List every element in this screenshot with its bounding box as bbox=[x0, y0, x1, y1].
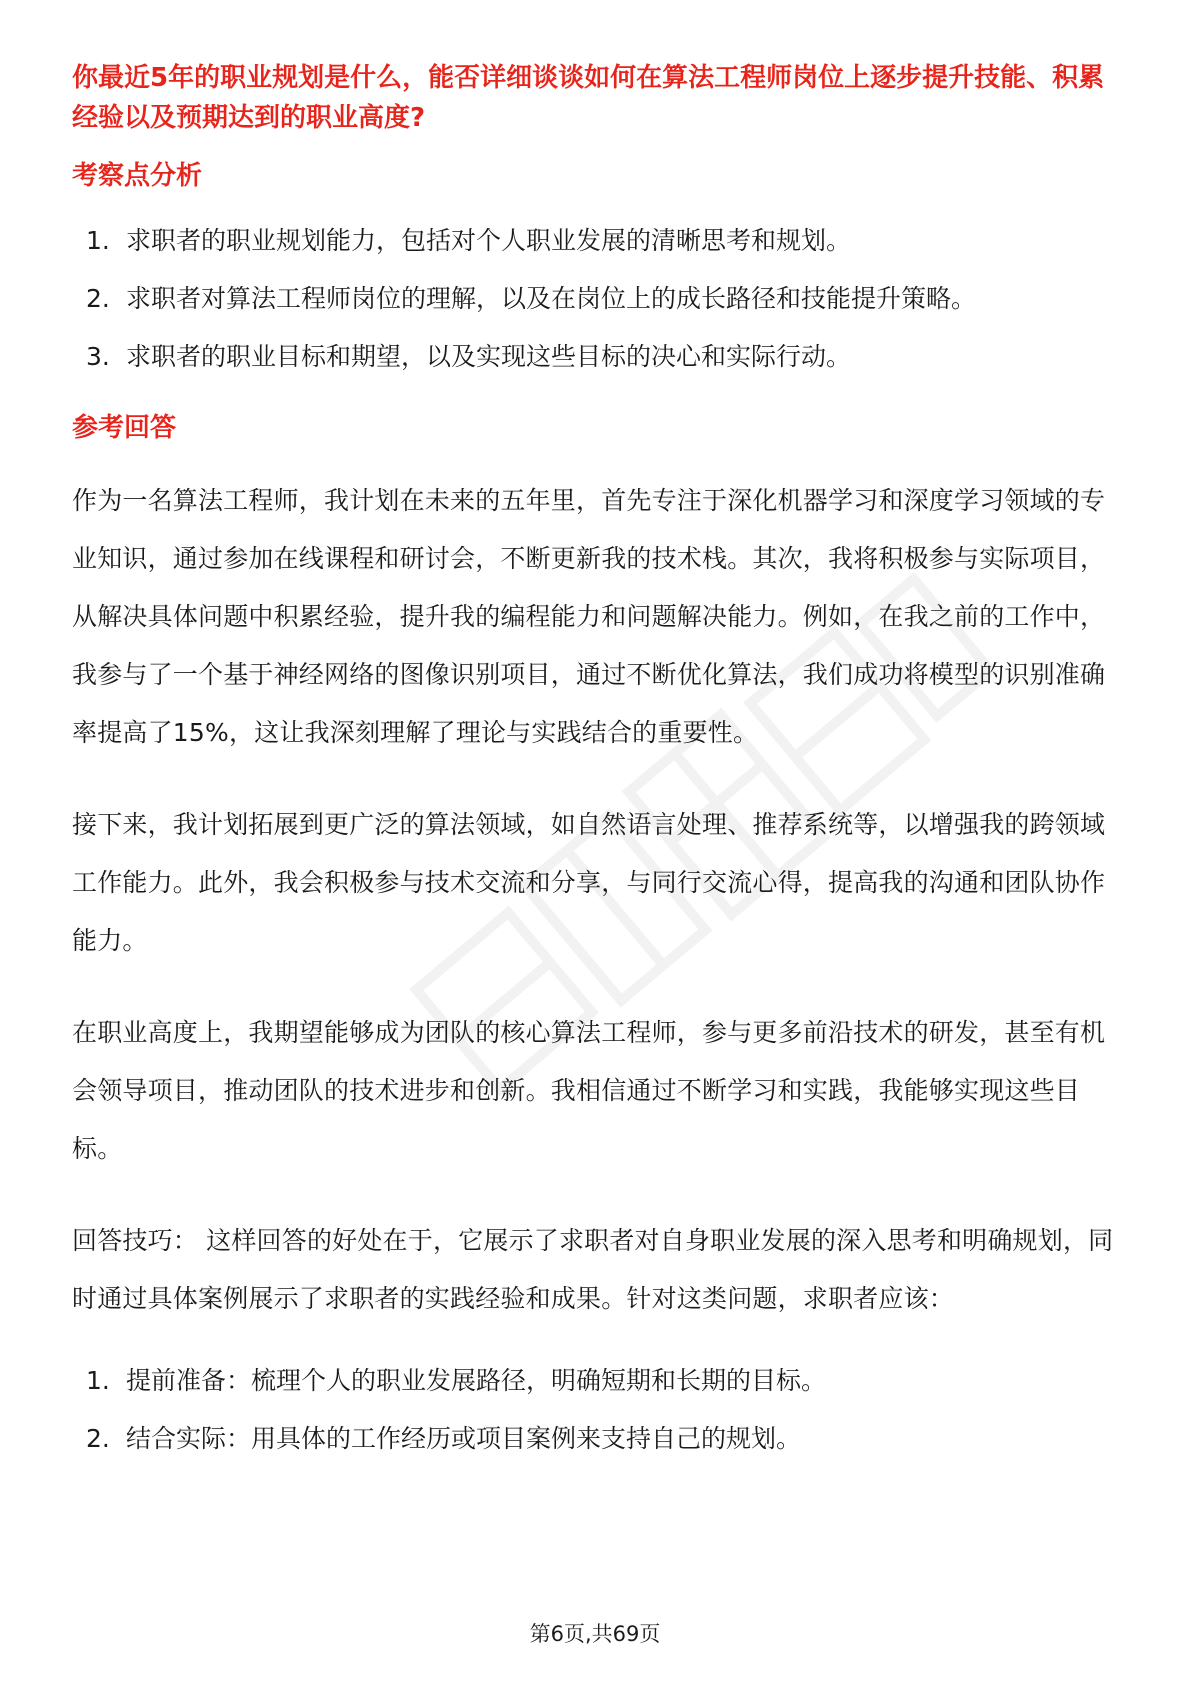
list-number: 3. bbox=[86, 342, 110, 371]
answer-paragraph: 接下来，我计划拓展到更广泛的算法领域，如自然语言处理、推荐系统等，以增强我的跨领域工作能力。此外，我会积极参与技术交流和分享，与同行交流心得，提高我的沟通和团队协作能力。 bbox=[72, 810, 1106, 955]
list-item bbox=[72, 1362, 1122, 1400]
list-item-text: 求职者的职业规划能力，包括对个人职业发展的清晰思考和规划。 bbox=[126, 226, 852, 255]
list-item-text: 结合实际：用具体的工作经历或项目案例来支持自己的规划。 bbox=[126, 1424, 802, 1453]
list-item-text: 求职者对算法工程师岗位的理解，以及在岗位上的成长路径和技能提升策略。 bbox=[126, 284, 977, 313]
list-item-text: 求职者的职业目标和期望，以及实现这些目标的决心和实际行动。 bbox=[126, 342, 852, 371]
analysis-title: 考察点分析 bbox=[72, 161, 203, 191]
list-item bbox=[72, 338, 1122, 376]
question-heading: 你最近5年的职业规划是什么，能否详细谈谈如何在算法工程师岗位上逐步提升技能、积累经验以及预期达到的职业高度? bbox=[72, 63, 1105, 133]
list-item bbox=[72, 280, 1122, 318]
analysis-list bbox=[72, 222, 1122, 376]
list-item bbox=[72, 1420, 1122, 1458]
tips-list bbox=[72, 1362, 1122, 1458]
answer-title: 参考回答 bbox=[72, 413, 177, 443]
list-number: 2. bbox=[86, 284, 110, 313]
list-number: 2. bbox=[86, 1424, 110, 1453]
answer-tips-paragraph: 回答技巧： 这样回答的好处在于，它展示了求职者对自身职业发展的深入思考和明确规划，同时通过具体案例展示了求职者的实践经验和成果。针对这类问题，求职者应该： bbox=[72, 1226, 1114, 1313]
answer-paragraph: 在职业高度上，我期望能够成为团队的核心算法工程师，参与更多前沿技术的研发，甚至有机会领导项目，推动团队的技术进步和创新。我相信通过不断学习和实践，我能够实现这些目标。 bbox=[72, 1018, 1106, 1163]
answer-paragraph: 作为一名算法工程师，我计划在未来的五年里，首先专注于深化机器学习和深度学习领域的专业知识，通过参加在线课程和研讨会，不断更新我的技术栈。其次，我将积极参与实际项目，从解决具体问题中积累经验，提升我的编程能力和问题解决能力。例如，在我之前的工作中，我参与了一个基于神经网络的图像识别项目，通过不断优化算法，我们成功将模型的识别准确率提高了15%，这让我深刻理解了理论与实践结合的重要性。 bbox=[72, 486, 1106, 747]
content bbox=[72, 58, 1122, 1478]
list-item bbox=[72, 222, 1122, 260]
list-number: 1. bbox=[86, 1366, 110, 1395]
list-item-text: 提前准备：梳理个人的职业发展路径，明确短期和长期的目标。 bbox=[126, 1366, 827, 1395]
page-number: 第6页,共69页 bbox=[529, 1622, 661, 1646]
list-number: 1. bbox=[86, 226, 110, 255]
